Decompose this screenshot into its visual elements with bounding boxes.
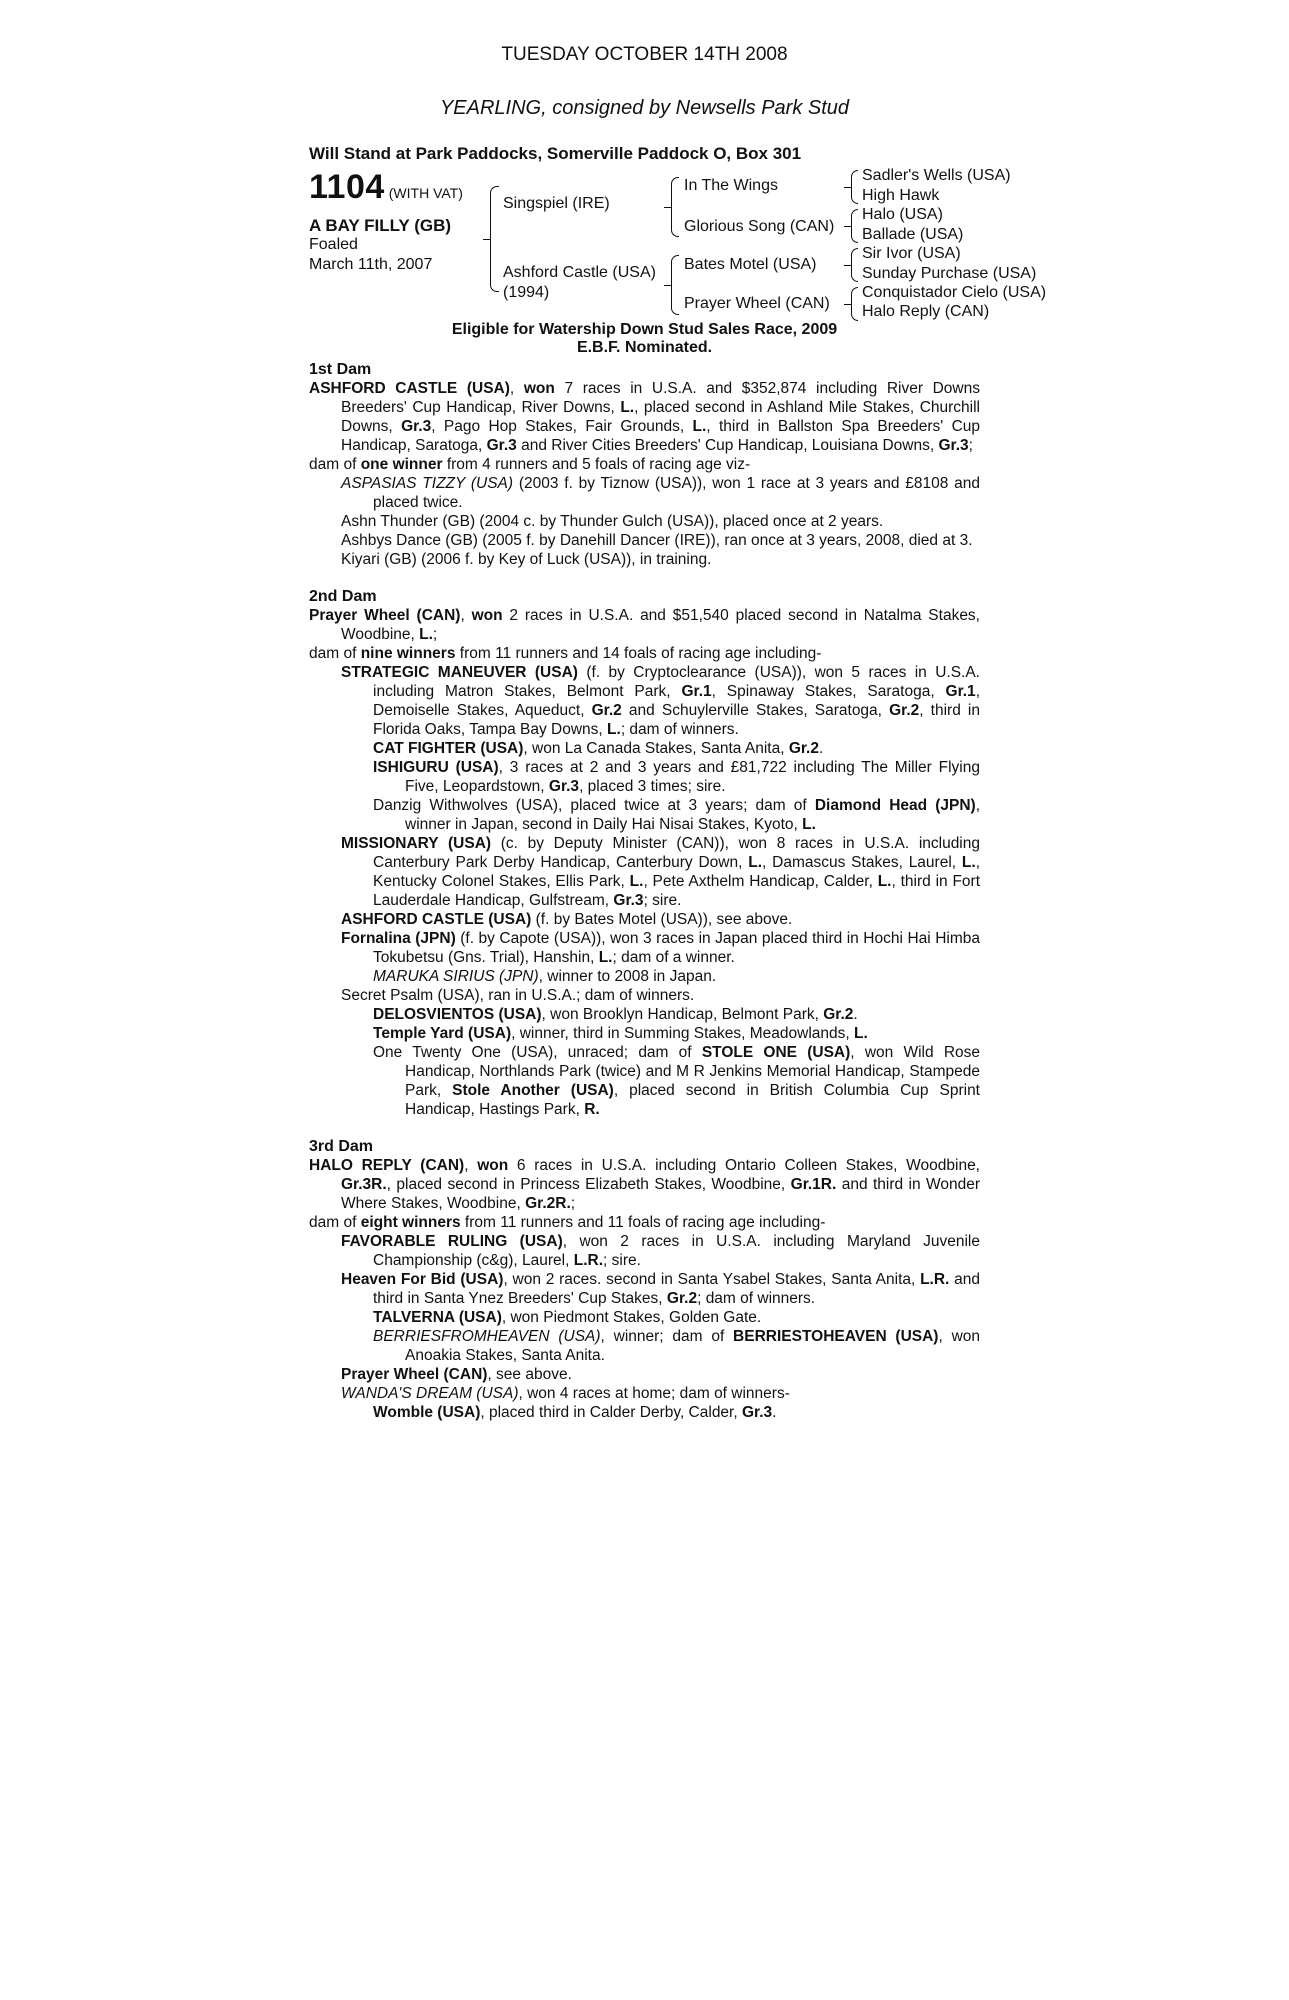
dam-year: (1994) bbox=[503, 284, 550, 301]
text-run: (f. by Capote (USA)), won 3 races in Japan placed third in Hochi Hai Himba Tokubetsu (Gns. Trial), Hanshin, bbox=[373, 930, 980, 966]
bold-text-run: one winner bbox=[360, 456, 443, 473]
progeny-entry bbox=[309, 739, 980, 758]
text-run: from 11 runners and 14 foals of racing age including- bbox=[455, 645, 822, 662]
bold-text-run: Gr.3R. bbox=[341, 1176, 387, 1193]
text-run: Kiyari (GB) (2006 f. by Key of Luck (USA)), in training. bbox=[341, 551, 712, 568]
bold-text-run: BERRIESTOHEAVEN (USA) bbox=[733, 1328, 939, 1345]
lot-number: 1104 bbox=[309, 168, 385, 206]
stand-location: Will Stand at Park Paddocks, Somerville Paddock O, Box 301 bbox=[309, 144, 802, 163]
text-run: and Schuylerville Stakes, Saratoga, bbox=[621, 702, 890, 719]
bold-text-run: STRATEGIC MANEUVER (USA) bbox=[341, 664, 578, 681]
first-dam-heading: 1st Dam bbox=[309, 361, 372, 378]
text-run: , Demoiselle Stakes, Aqueduct, bbox=[373, 683, 980, 719]
text-run: , bbox=[464, 1157, 478, 1174]
text-run: 2 races in U.S.A. and $51,540 placed second in Natalma Stakes, Woodbine, bbox=[341, 607, 980, 643]
bold-text-run: L. bbox=[961, 854, 976, 871]
bold-text-run: Gr.3 bbox=[486, 437, 517, 454]
text-run: dam of bbox=[309, 1214, 361, 1231]
text-run: , won 2 races in U.S.A. including Maryland Juvenile Championship (c&g), Laurel, bbox=[373, 1233, 980, 1269]
sire-dam: Glorious Song (CAN) bbox=[684, 218, 835, 235]
text-run: , placed 3 times; sire. bbox=[579, 778, 726, 795]
text-run: dam of bbox=[309, 645, 361, 662]
text-run: ; sire. bbox=[603, 1252, 641, 1269]
bold-text-run: Gr.2 bbox=[591, 702, 622, 719]
bold-text-run: Stole Another (USA) bbox=[452, 1082, 614, 1099]
progeny-entry bbox=[309, 1024, 980, 1043]
dam-sire-dam: Sunday Purchase (USA) bbox=[862, 265, 1037, 282]
text-run: ; sire. bbox=[643, 892, 682, 909]
text-run: , won La Canada Stakes, Santa Anita, bbox=[523, 740, 789, 757]
bold-text-run: L.R. bbox=[573, 1252, 604, 1269]
text-run: , Pete Axthelm Handicap, Calder, bbox=[643, 873, 878, 890]
text-run: , bbox=[509, 380, 524, 397]
bold-text-run: MISSIONARY (USA) bbox=[341, 835, 492, 852]
progeny-entry bbox=[309, 986, 980, 1005]
text-run: , third in Florida Oaks, Tampa Bay Downs, bbox=[373, 702, 980, 738]
text-run: , won 2 races. second in Santa Ysabel Stakes, Santa Anita, bbox=[503, 1271, 921, 1288]
bold-text-run: Gr.2 bbox=[823, 1006, 854, 1023]
text-run: ; dam of a winner. bbox=[612, 949, 735, 966]
progeny-entry bbox=[309, 663, 980, 739]
bold-text-run: L.R. bbox=[920, 1271, 950, 1288]
bold-text-run: ISHIGURU (USA) bbox=[373, 759, 499, 776]
progeny-entry bbox=[309, 531, 980, 550]
text-run: , third in Fort Lauderdale Handicap, Gulfstream, bbox=[373, 873, 981, 909]
bold-text-run: Temple Yard (USA) bbox=[373, 1025, 512, 1042]
bold-text-run: L. bbox=[877, 873, 892, 890]
text-run: 6 races in U.S.A. including Ontario Colleen Stakes, Woodbine, bbox=[508, 1157, 980, 1174]
text-run: , Damascus Stakes, Laurel, bbox=[762, 854, 962, 871]
pedigree-brace bbox=[671, 255, 679, 315]
bold-text-run: L. bbox=[598, 949, 613, 966]
dam-dam-dam: Halo Reply (CAN) bbox=[862, 303, 990, 320]
text-run: , 3 races at 2 and 3 years and £81,722 including The Miller Flying Five, Leopardstown, bbox=[405, 759, 980, 795]
catalogue-body bbox=[309, 360, 980, 1422]
text-run: , placed second in British Columbia Cup Sprint Handicap, Hastings Park, bbox=[405, 1082, 980, 1118]
bold-text-run: won bbox=[477, 1157, 509, 1174]
text-run: (f. by Bates Motel (USA)), see above. bbox=[531, 911, 793, 928]
text-run: , won Wild Rose Handicap, Northlands Park (twice) and M R Jenkins Memorial Handicap, Stampede Park, bbox=[405, 1044, 981, 1099]
bold-text-run: Gr.3 bbox=[548, 778, 580, 795]
text-run: . bbox=[853, 1006, 858, 1023]
text-run: , won Piedmont Stakes, Golden Gate. bbox=[501, 1309, 762, 1326]
text-run: (f. by Cryptoclearance (USA)), won 5 races in U.S.A. including Matron Stakes, Belmont Park, bbox=[373, 664, 980, 700]
bold-text-run: Gr.3 bbox=[938, 437, 969, 454]
text-run: Ashn Thunder (GB) (2004 c. by Thunder Gulch (USA)), placed once at 2 years. bbox=[341, 513, 884, 530]
text-run: and River Cities Breeders' Cup Handicap, Louisiana Downs, bbox=[516, 437, 939, 454]
bold-text-run: Fornalina (JPN) bbox=[341, 930, 456, 947]
text-run: . bbox=[772, 1404, 777, 1421]
progeny-entry bbox=[309, 796, 980, 834]
ebf-note: E.B.F. Nominated. bbox=[576, 339, 713, 356]
sire-sire-dam: High Hawk bbox=[862, 187, 940, 204]
bold-text-run: Womble (USA) bbox=[373, 1404, 481, 1421]
text-run: , placed second in Ashland Mile Stakes, Churchill Downs, bbox=[341, 399, 980, 435]
text-run: , placed second in Princess Elizabeth Stakes, Woodbine, bbox=[386, 1176, 791, 1193]
bold-text-run: Gr.2 bbox=[889, 702, 920, 719]
dam-sire: Bates Motel (USA) bbox=[684, 256, 817, 273]
bold-text-run: L. bbox=[607, 721, 621, 738]
text-run: and third in Santa Ynez Breeders' Cup Stakes, bbox=[373, 1271, 980, 1307]
progeny-entry bbox=[309, 512, 980, 531]
text-run: ; bbox=[432, 626, 438, 643]
third-dam-record bbox=[309, 1156, 980, 1213]
progeny-entry bbox=[309, 1308, 980, 1327]
bold-text-run: eight winners bbox=[360, 1214, 461, 1231]
bold-text-run: L. bbox=[854, 1025, 868, 1042]
pedigree-brace bbox=[851, 287, 858, 321]
dam-dam-sire: Conquistador Cielo (USA) bbox=[862, 284, 1047, 301]
bold-text-run: Gr.2 bbox=[788, 740, 819, 757]
progeny-entry bbox=[309, 1005, 980, 1024]
text-run: , winner; dam of bbox=[600, 1328, 734, 1345]
bold-text-run: L. bbox=[419, 626, 433, 643]
bold-text-run: R. bbox=[584, 1101, 600, 1118]
bold-text-run: Diamond Head (JPN) bbox=[814, 797, 976, 814]
progeny-entry bbox=[309, 1384, 980, 1403]
progeny-entry bbox=[309, 929, 980, 967]
bold-text-run: L. bbox=[748, 854, 763, 871]
bold-text-run: Gr.3 bbox=[741, 1404, 773, 1421]
dam-sire-sire: Sir Ivor (USA) bbox=[862, 245, 961, 262]
progeny-entry bbox=[309, 474, 980, 512]
lot-number-line bbox=[309, 168, 463, 207]
text-run: , winner in Japan, second in Daily Hai Nisai Stakes, Kyoto, bbox=[405, 797, 980, 833]
text-run: , winner, third in Summing Stakes, Meadowlands, bbox=[511, 1025, 854, 1042]
pedigree-brace bbox=[851, 170, 858, 204]
first-dam-record bbox=[309, 379, 980, 455]
bold-text-run: nine winners bbox=[360, 645, 456, 662]
sale-date: TUESDAY OCTOBER 14TH 2008 bbox=[501, 44, 788, 65]
dam-dam: Prayer Wheel (CAN) bbox=[684, 295, 830, 312]
bold-text-run: ASHFORD CASTLE (USA) bbox=[341, 911, 532, 928]
sire-name: Singspiel (IRE) bbox=[503, 195, 610, 212]
dam-name: Ashford Castle (USA) bbox=[503, 264, 656, 281]
text-run: , bbox=[460, 607, 472, 624]
text-run: dam of bbox=[309, 456, 361, 473]
text-run: , won Brooklyn Handicap, Belmont Park, bbox=[541, 1006, 824, 1023]
bold-text-run: Gr.1 bbox=[681, 683, 712, 700]
bold-text-run: Heaven For Bid (USA) bbox=[341, 1271, 504, 1288]
bold-text-run: won bbox=[471, 607, 503, 624]
text-run: , Kentucky Colonel Stakes, Ellis Park, bbox=[373, 854, 980, 890]
text-run: from 4 runners and 5 foals of racing age viz- bbox=[442, 456, 751, 473]
text-run: 7 races in U.S.A. and $352,874 including River Downs Breeders' Cup Handicap, River Downs, bbox=[341, 380, 980, 416]
bold-text-run: DELOSVIENTOS (USA) bbox=[373, 1006, 542, 1023]
bold-text-run: Gr.2R. bbox=[525, 1195, 571, 1212]
text-run: (c. by Deputy Minister (CAN)), won 8 races in U.S.A. including Canterbury Park Derby Handicap, Canterbury Down, bbox=[373, 835, 980, 871]
bold-text-run: Prayer Wheel (CAN) bbox=[309, 607, 461, 624]
progeny-entry bbox=[309, 1232, 980, 1270]
second-dam-heading: 2nd Dam bbox=[309, 588, 377, 605]
progeny-entry bbox=[309, 834, 980, 910]
text-run: , winner to 2008 in Japan. bbox=[538, 968, 717, 985]
progeny-entry bbox=[309, 1365, 980, 1384]
text-run: , Spinaway Stakes, Saratoga, bbox=[711, 683, 946, 700]
third-dam-heading: 3rd Dam bbox=[309, 1138, 374, 1155]
consignor-line: YEARLING, consigned by Newsells Park Stud bbox=[439, 97, 850, 119]
text-run: ; dam of winners. bbox=[697, 1290, 816, 1307]
progeny-entry bbox=[309, 550, 980, 569]
progeny-entry bbox=[309, 1270, 980, 1308]
progeny-entry bbox=[309, 758, 980, 796]
second-dam-produce-summary bbox=[309, 644, 980, 663]
text-run: ; bbox=[570, 1195, 576, 1212]
italic-text-run: WANDA'S DREAM (USA) bbox=[341, 1385, 519, 1402]
text-run: ; bbox=[968, 437, 973, 454]
bold-text-run: Gr.3 bbox=[401, 418, 432, 435]
bold-text-run: Gr.1 bbox=[945, 683, 976, 700]
text-run: ; dam of winners. bbox=[620, 721, 739, 738]
bold-text-run: STOLE ONE (USA) bbox=[701, 1044, 851, 1061]
text-run: , won 4 races at home; dam of winners- bbox=[518, 1385, 790, 1402]
pedigree-brace bbox=[671, 177, 679, 237]
text-run: from 11 runners and 11 foals of racing age including- bbox=[460, 1214, 826, 1231]
first-dam-progeny-list bbox=[309, 474, 980, 569]
second-dam-record bbox=[309, 606, 980, 644]
bold-text-run: L. bbox=[629, 873, 644, 890]
progeny-entry bbox=[309, 910, 980, 929]
vat-label: (WITH VAT) bbox=[388, 185, 463, 201]
bold-text-run: TALVERNA (USA) bbox=[373, 1309, 502, 1326]
text-run: Secret Psalm (USA), ran in U.S.A.; dam of winners. bbox=[341, 987, 695, 1004]
eligibility-note: Eligible for Watership Down Stud Sales Race, 2009 bbox=[451, 321, 838, 338]
third-dam-produce-summary bbox=[309, 1213, 980, 1232]
first-dam-produce-summary bbox=[309, 455, 980, 474]
bold-text-run: Gr.3 bbox=[613, 892, 644, 909]
text-run: , third in Ballston Spa Breeders' Cup Handicap, Saratoga, bbox=[341, 418, 981, 454]
sire-sire-sire: Sadler's Wells (USA) bbox=[862, 167, 1011, 184]
text-run: , placed third in Calder Derby, Calder, bbox=[480, 1404, 742, 1421]
progeny-entry bbox=[309, 967, 980, 986]
text-run: and third in Wonder Where Stakes, Woodbine, bbox=[341, 1176, 980, 1212]
bold-text-run: HALO REPLY (CAN) bbox=[309, 1157, 465, 1174]
bold-text-run: ASHFORD CASTLE (USA) bbox=[309, 380, 510, 397]
progeny-entry bbox=[309, 1327, 980, 1365]
bold-text-run: Gr.1R. bbox=[790, 1176, 837, 1193]
text-run: (2003 f. by Tiznow (USA)), won 1 race at 3 years and £8108 and placed twice. bbox=[373, 475, 980, 511]
text-run: Ashbys Dance (GB) (2005 f. by Danehill Dancer (IRE)), ran once at 3 years, 2008, died at 3. bbox=[341, 532, 973, 549]
text-run: , Pago Hop Stakes, Fair Grounds, bbox=[431, 418, 693, 435]
bold-text-run: Prayer Wheel (CAN) bbox=[341, 1366, 488, 1383]
italic-text-run: BERRIESFROMHEAVEN (USA) bbox=[373, 1328, 601, 1345]
bold-text-run: CAT FIGHTER (USA) bbox=[373, 740, 524, 757]
text-run: . bbox=[818, 740, 824, 757]
sire-sire: In The Wings bbox=[684, 177, 778, 194]
sire-dam-dam: Ballade (USA) bbox=[862, 226, 964, 243]
text-run: , see above. bbox=[487, 1366, 572, 1383]
pedigree-brace bbox=[851, 248, 858, 282]
sire-dam-sire: Halo (USA) bbox=[862, 206, 943, 223]
italic-text-run: ASPASIAS TIZZY (USA) bbox=[341, 475, 514, 492]
bold-text-run: L. bbox=[620, 399, 635, 416]
bold-text-run: Gr.2 bbox=[666, 1290, 698, 1307]
pedigree-brace bbox=[490, 186, 499, 292]
foaled-date: March 11th, 2007 bbox=[309, 256, 433, 273]
progeny-entry bbox=[309, 1043, 980, 1119]
progeny-entry bbox=[309, 1403, 980, 1422]
text-run: One Twenty One (USA), unraced; dam of bbox=[373, 1044, 702, 1061]
pedigree-brace bbox=[851, 209, 858, 243]
foaled-label: Foaled bbox=[309, 236, 358, 253]
text-run: Danzig Withwolves (USA), placed twice at 3 years; dam of bbox=[373, 797, 815, 814]
italic-text-run: MARUKA SIRIUS (JPN) bbox=[373, 968, 539, 985]
bold-text-run: won bbox=[523, 380, 555, 397]
bold-text-run: FAVORABLE RULING (USA) bbox=[341, 1233, 563, 1250]
text-run: , won Anoakia Stakes, Santa Anita. bbox=[405, 1328, 981, 1364]
lot-title: A BAY FILLY (GB) bbox=[309, 216, 452, 235]
bold-text-run: L. bbox=[802, 816, 816, 833]
third-dam-progeny-list bbox=[309, 1232, 980, 1422]
bold-text-run: L. bbox=[692, 418, 707, 435]
second-dam-progeny-list bbox=[309, 663, 980, 1119]
